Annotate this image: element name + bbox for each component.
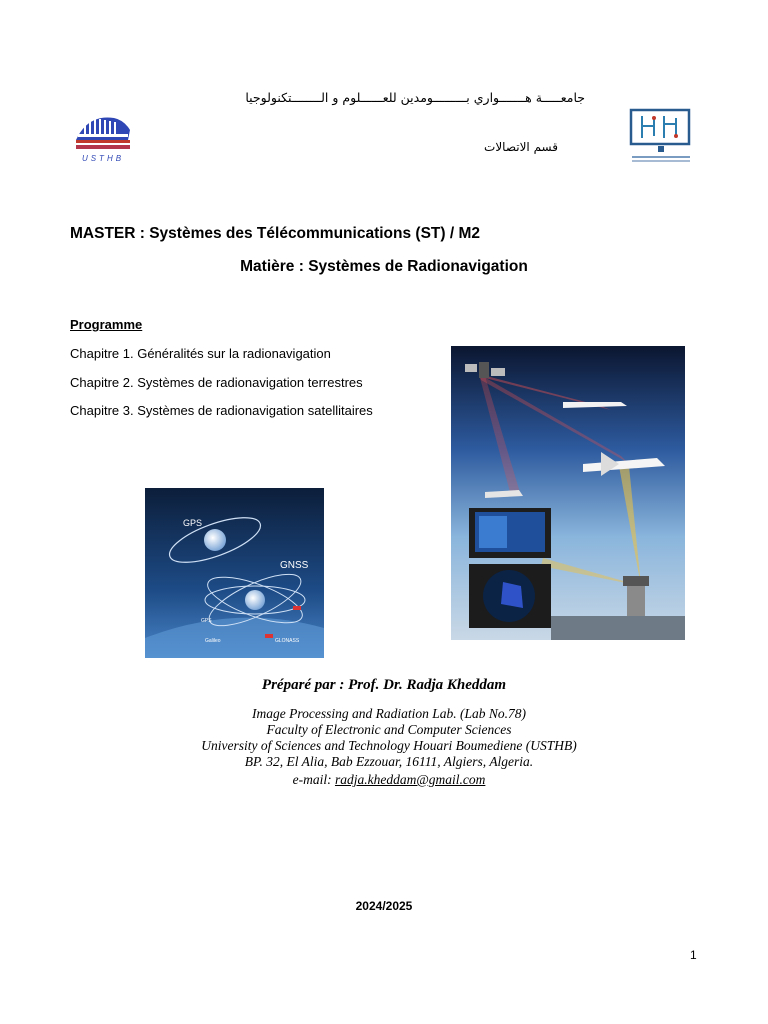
chapter-3: Chapitre 3. Systèmes de radionavigation satellitaires xyxy=(70,403,373,418)
radionavigation-illustration xyxy=(451,346,685,640)
chapter-1: Chapitre 1. Généralités sur la radionavigation xyxy=(70,346,331,361)
programme-heading: Programme xyxy=(70,317,143,332)
page-number: 1 xyxy=(690,948,697,962)
lab-name: Image Processing and Radiation Lab. (Lab No.78) xyxy=(252,706,526,721)
usthb-logo-text: USTHB xyxy=(81,154,125,163)
prepared-by: Préparé par : Prof. Dr. Radja Kheddam xyxy=(261,677,507,693)
university-name-arabic: جامعـــــة هـــــــواري بـــــــــومدين للعــــــلوم و الــــــــتكنولوجيا xyxy=(245,90,585,105)
galileo-label: Galileo xyxy=(205,638,221,644)
email-label: e-mail: xyxy=(292,772,335,787)
gps-small-label: GPS xyxy=(201,618,212,624)
gps-gnss-illustration xyxy=(145,488,324,658)
academic-year: 2024/2025 xyxy=(355,899,413,913)
faculty-logo xyxy=(628,108,694,166)
subject-title: Matière : Systèmes de Radionavigation xyxy=(240,258,528,275)
usthb-logo xyxy=(70,112,136,164)
gnss-label: GNSS xyxy=(280,560,309,571)
chapter-2: Chapitre 2. Systèmes de radionavigation terrestres xyxy=(70,375,363,390)
postal-address: BP. 32, El Alia, Bab Ezzouar, 16111, Algiers, Algeria. xyxy=(244,754,534,769)
email-link[interactable]: radja.kheddam@gmail.com xyxy=(334,772,486,787)
department-name-arabic: قسم الاتصالات xyxy=(484,140,558,154)
gps-label: GPS xyxy=(183,518,203,528)
email-line xyxy=(0,772,768,788)
university-name: University of Sciences and Technology Houari Boumediene (USTHB) xyxy=(201,738,577,753)
glonass-label: GLONASS xyxy=(275,638,300,644)
faculty-name: Faculty of Electronic and Computer Sciences xyxy=(266,722,512,737)
master-program-title: MASTER : Systèmes des Télécommunications (ST) / M2 xyxy=(70,225,480,242)
